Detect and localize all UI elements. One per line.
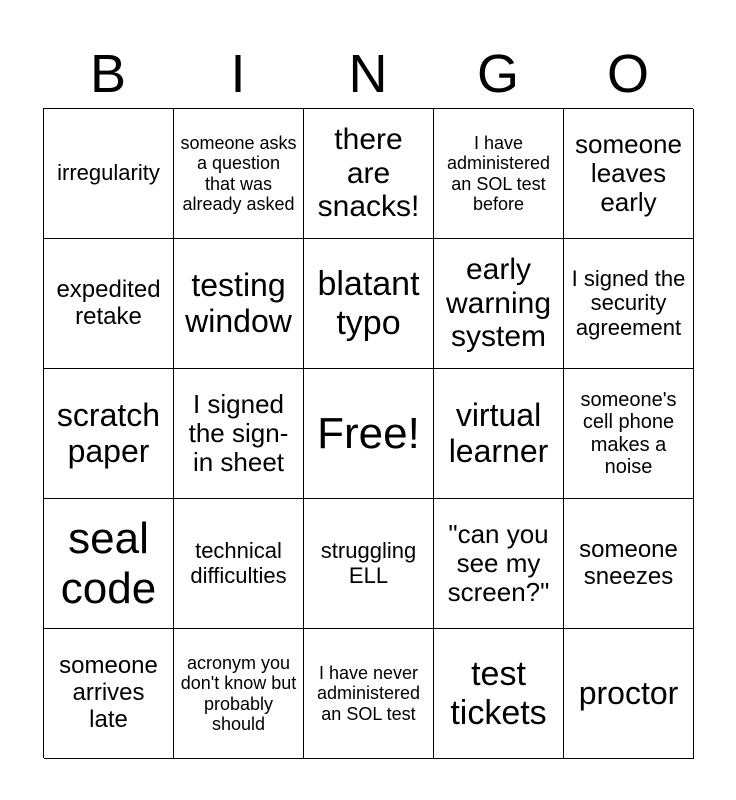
cell-text: technical difficulties [190,537,287,588]
cell-text: irregularity [57,160,160,186]
bingo-cell[interactable] [304,109,434,239]
cell-text: virtual learner [448,396,549,469]
bingo-cell[interactable] [564,109,694,239]
bingo-cell[interactable] [174,499,304,629]
bingo-cell[interactable] [174,109,304,239]
cell-text: seal code [60,514,157,613]
cell-text: someone leaves early [575,128,682,218]
bingo-cell[interactable] [564,239,694,369]
cell-text: I signed the security agreement [571,265,686,340]
bingo-cell[interactable] [434,499,564,629]
bingo-cell[interactable] [304,629,434,759]
free-space-cell[interactable] [304,369,434,499]
bingo-cell[interactable] [44,109,174,239]
bingo-card [43,108,693,758]
bingo-cell[interactable] [304,239,434,369]
header-letter-o: O [606,44,649,104]
cell-text: test tickets [450,655,547,732]
cell-text: early warning system [445,253,552,354]
bingo-cell[interactable] [44,239,174,369]
bingo-cell[interactable] [44,629,174,759]
bingo-cell[interactable] [564,499,694,629]
bingo-cell[interactable] [174,629,304,759]
bingo-cell[interactable] [434,239,564,369]
bingo-header [43,40,693,108]
cell-text: struggling ELL [320,537,417,588]
cell-text: I have never administered an SOL test [316,663,421,724]
cell-text: someone's cell phone makes a noise [580,388,677,478]
cell-text: someone asks a question that was already asked [180,133,297,214]
cell-text: acronym you don't know but probably should [180,653,297,734]
cell-text: scratch paper [56,396,161,469]
cell-text: there are snacks! [317,123,420,224]
bingo-cell[interactable] [44,369,174,499]
header-letter-n: N [348,44,388,104]
header-letter-g: G [476,44,519,104]
bingo-cell[interactable] [44,499,174,629]
cell-text: proctor [578,674,679,711]
free-space-text: Free! [317,408,420,458]
cell-text: testing window [185,266,292,339]
bingo-cell[interactable] [434,629,564,759]
bingo-cell[interactable] [434,369,564,499]
header-letter-b: B [89,44,127,104]
cell-text: "can you see my screen?" [447,518,550,608]
cell-text: expedited retake [56,275,161,330]
bingo-cell[interactable] [564,369,694,499]
bingo-cell[interactable] [174,239,304,369]
cell-text: I have administered an SOL test before [446,133,551,214]
bingo-cell[interactable] [304,499,434,629]
bingo-cell[interactable] [434,109,564,239]
cell-text: someone sneezes [579,535,678,590]
cell-text: someone arrives late [59,652,158,733]
header-letter-i: I [230,44,246,104]
bingo-cell[interactable] [564,629,694,759]
cell-text: blatant typo [317,265,420,342]
cell-text: I signed the sign-in sheet [188,388,289,478]
bingo-cell[interactable] [174,369,304,499]
